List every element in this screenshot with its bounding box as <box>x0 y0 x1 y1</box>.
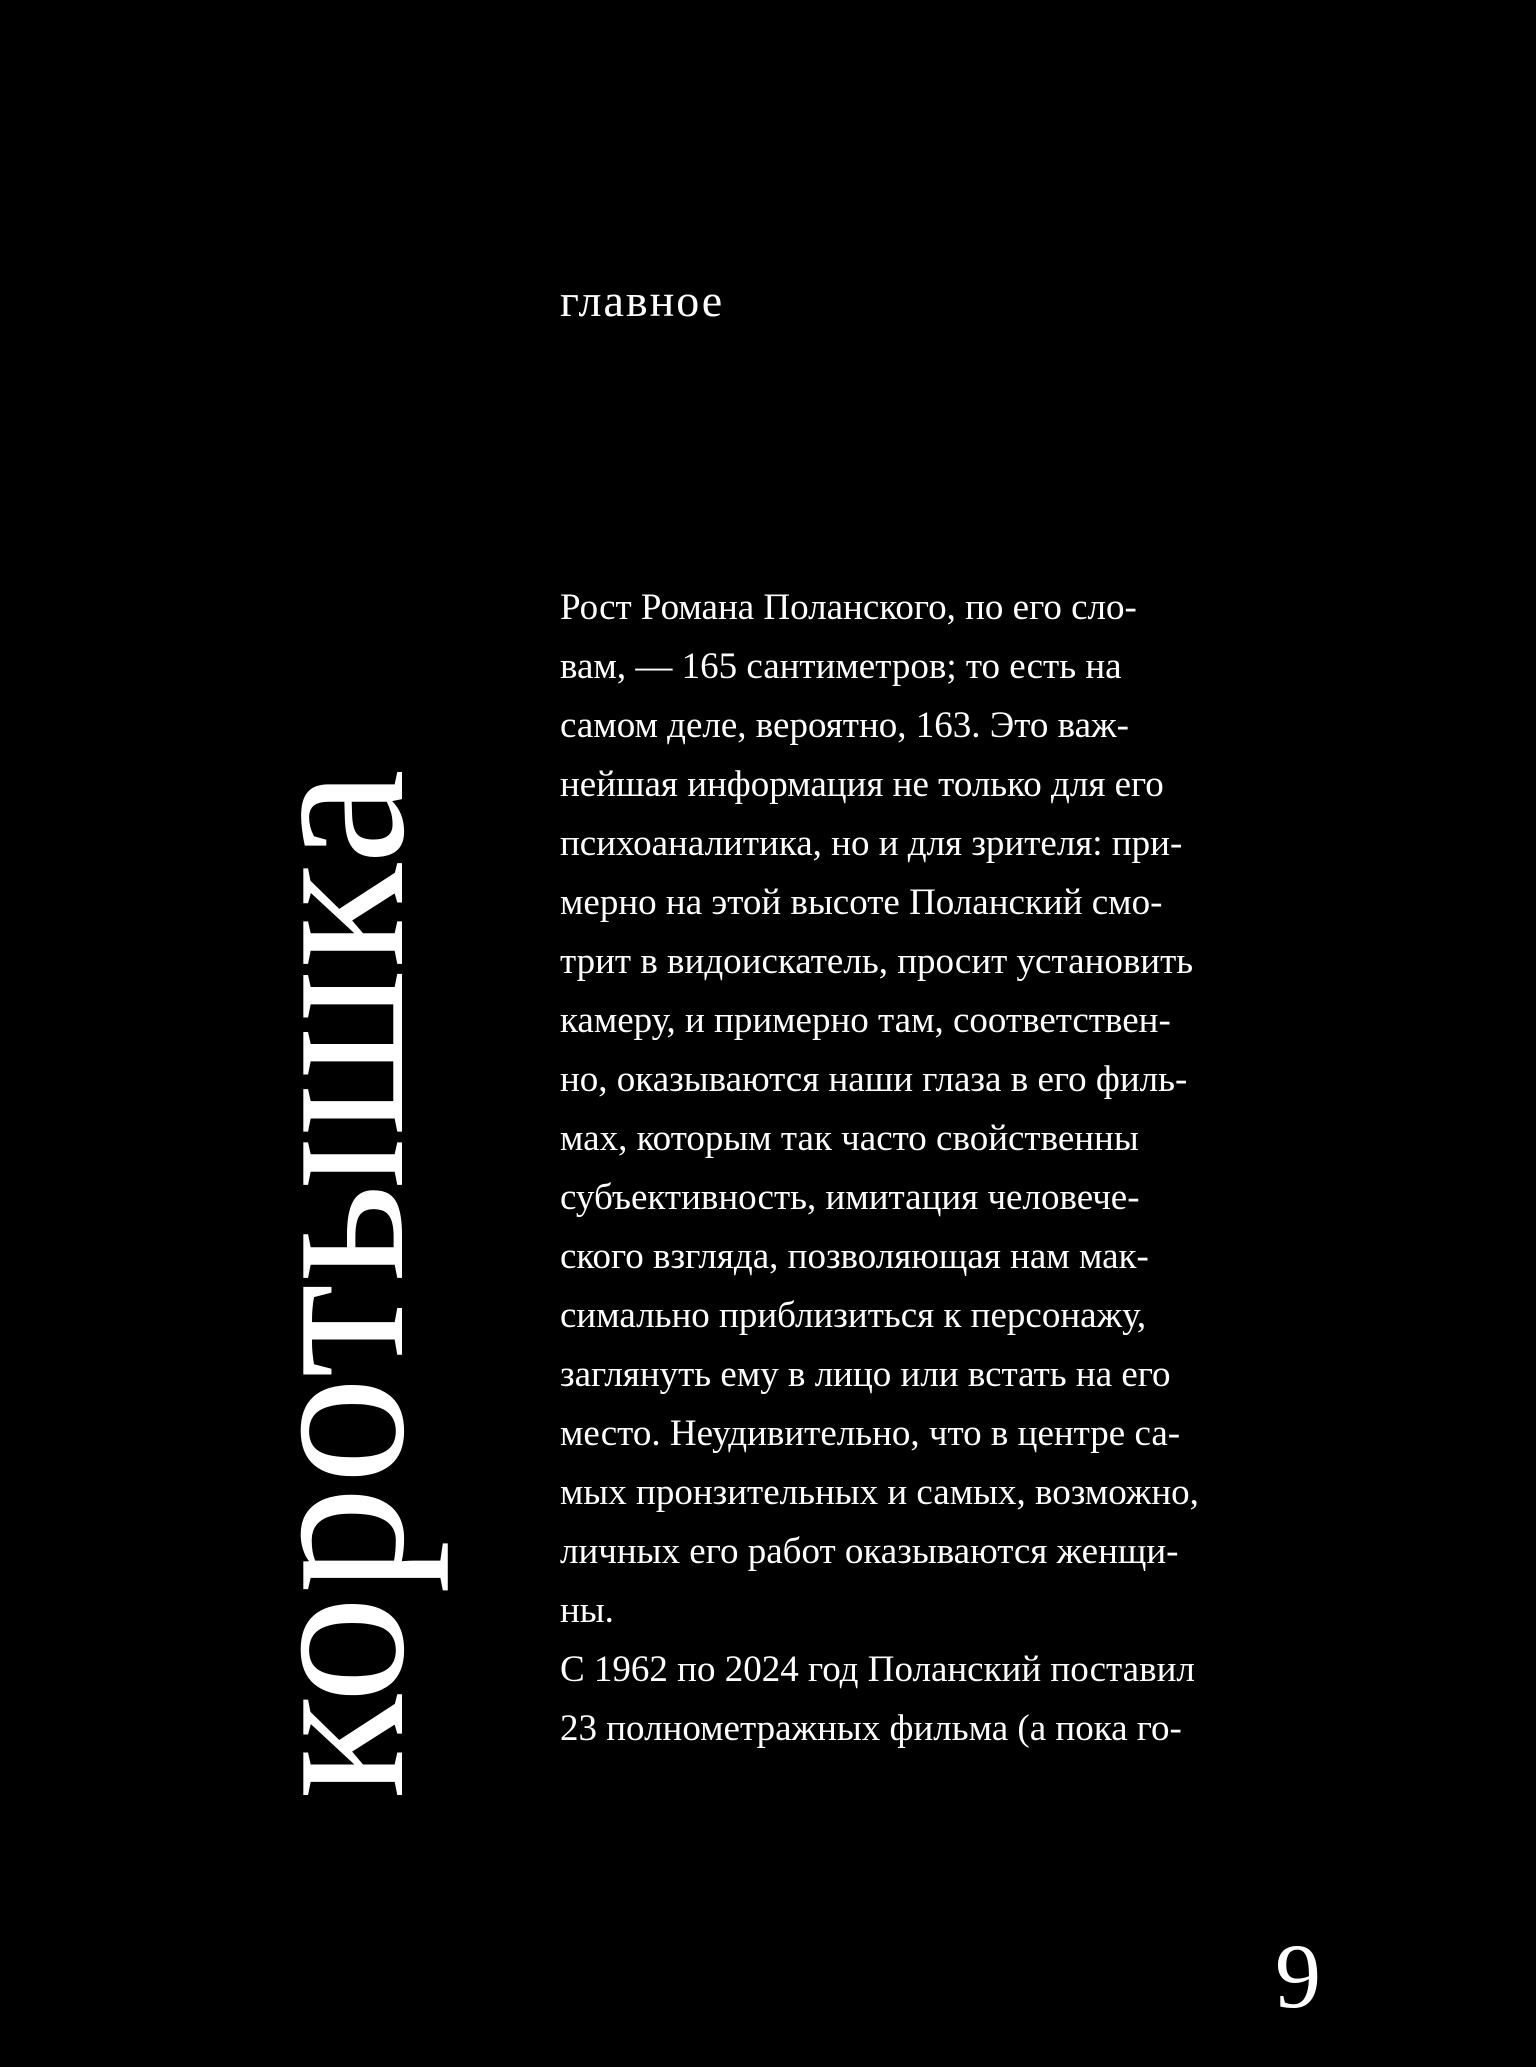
body-line: ны. <box>560 1590 614 1631</box>
page-number: 9 <box>1275 1925 1321 2027</box>
body-line: трит в видоискатель, просит установить <box>560 941 1194 982</box>
body-line: мах, которым так часто свойственны <box>560 1118 1139 1159</box>
body-line: нейшая информация не только для его <box>560 764 1164 805</box>
body-line: камеру, и примерно там, соответствен- <box>560 1000 1171 1041</box>
body-line: мых пронзительных и самых, возможно, <box>560 1472 1199 1513</box>
body-line: симально приблизиться к персонажу, <box>560 1295 1147 1336</box>
body-line: С 1962 по 2024 год Поланский поставил <box>560 1649 1195 1690</box>
vertical-title: коротышка <box>210 767 449 1799</box>
body-line: но, оказываются наши глаза в его филь- <box>560 1059 1188 1100</box>
body-line: 23 полнометражных фильма (а пока го- <box>560 1708 1182 1749</box>
body-line: самом деле, вероятно, 163. Это важ- <box>560 705 1129 746</box>
body-text <box>560 578 1340 1758</box>
body-line: личных его работ оказываются женщи- <box>560 1531 1179 1572</box>
body-line: ского взгляда, позволяющая нам мак- <box>560 1236 1149 1277</box>
body-line: вам, — 165 сантиметров; то есть на <box>560 646 1122 687</box>
body-line: психоаналитика, но и для зрителя: при- <box>560 823 1183 864</box>
section-label: главное <box>560 275 725 326</box>
body-line: Рост Романа Поланского, по его сло- <box>560 587 1137 628</box>
body-line: место. Неудивительно, что в центре са- <box>560 1413 1181 1454</box>
body-line: мерно на этой высоте Поланский смо- <box>560 882 1163 923</box>
body-line: субъективность, имитация человече- <box>560 1177 1140 1218</box>
body-line: заглянуть ему в лицо или встать на его <box>560 1354 1171 1395</box>
